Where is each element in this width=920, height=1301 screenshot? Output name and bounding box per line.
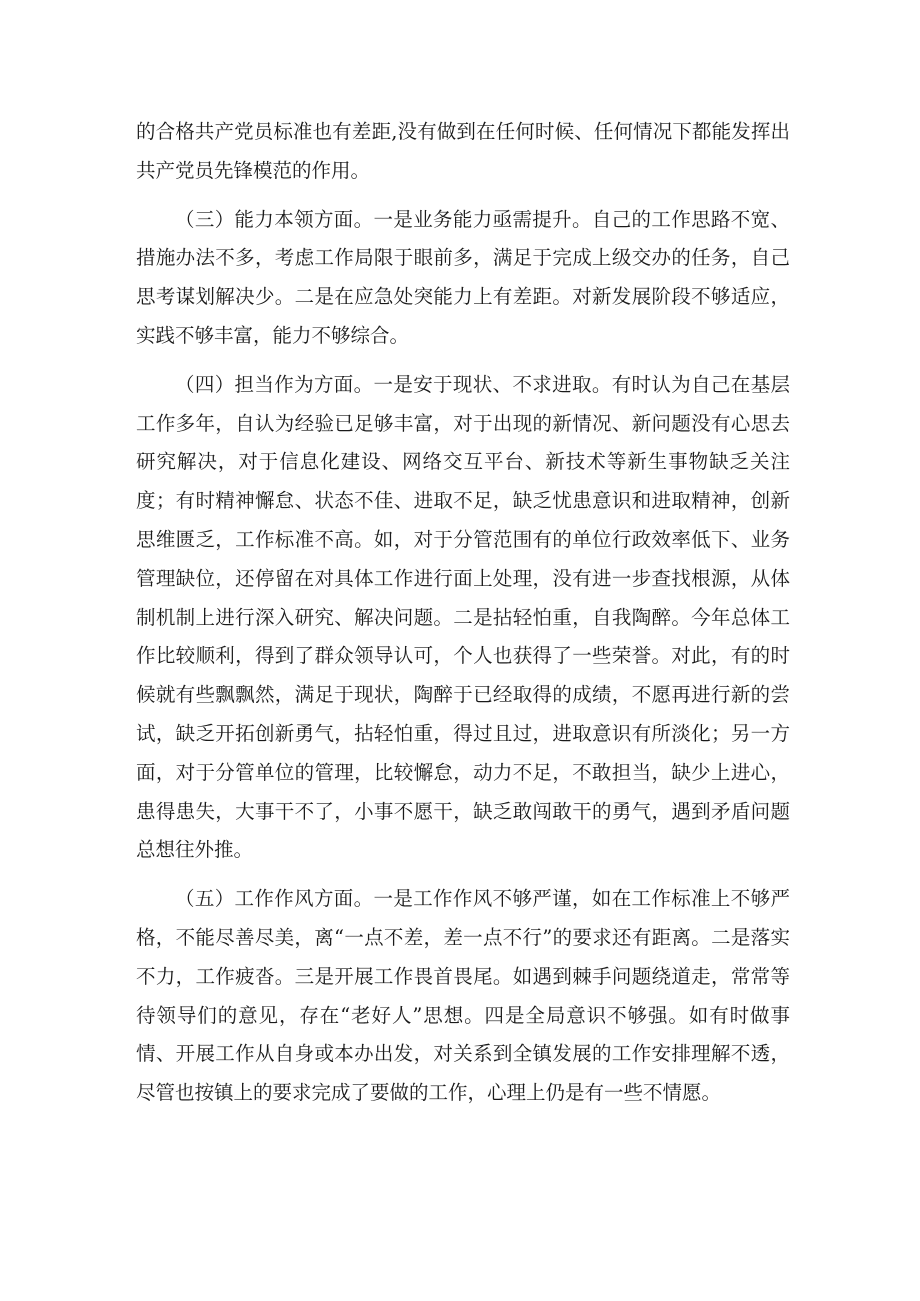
paragraph-ability: （三）能力本领方面。一是业务能力亟需提升。自己的工作思路不宽、措施办法不多，考虑工作局限于眼前多，满足于完成上级交办的任务，自己思考谋划解决少。二是在应急处突能力上有差距。对新发展阶段不够适应，实践不够丰富，能力不够综合。 <box>136 207 790 347</box>
document-body <box>136 113 790 1123</box>
paragraph-responsibility: （四）担当作为方面。一是安于现状、不求进取。有时认为自己在基层工作多年，自认为经验已足够丰富，对于出现的新情况、新问题没有心思去研究解决，对于信息化建设、网络交互平台、新技术等新生事物缺乏关注度；有时精神懈怠、状态不佳、进取不足，缺乏忧患意识和进取精神，创新思维匮乏，工作标准不高。如，对于分管范围有的单位行政效率低下、业务管理缺位，还停留在对具体工作进行面上处理，没有进一步查找根源，从体制机制上进行深入研究、解决问题。二是拈轻怕重，自我陶醉。今年总体工作比较顺利，得到了群众领导认可，个人也获得了一些荣誉。对此，有的时候就有些飘飘然，满足于现状，陶醉于已经取得的成绩，不愿再进行新的尝试，缺乏开拓创新勇气，拈轻怕重，得过且过，进取意识有所淡化；另一方面，对于分管单位的管理，比较懈怠，动力不足，不敢担当，缺少上进心，患得患失，大事干不了，小事不愿干，缺乏敢闯敢干的勇气，遇到矛盾问题总想往外推。 <box>136 372 790 862</box>
paragraph-work-style: （五）工作作风方面。一是工作作风不够严谨，如在工作标准上不够严格，不能尽善尽美，离“一点不差，差一点不行”的要求还有距离。二是落实不力，工作疲沓。三是开展工作畏首畏尾。如遇到棘手问题绕道走，常常等待领导们的意见，存在“老好人”思想。四是全局意识不够强。如有时做事情、开展工作从自身或本办出发，对关系到全镇发展的工作安排理解不透，尽管也按镇上的要求完成了要做的工作，心理上仍是有一些不情愿。 <box>136 887 790 1105</box>
paragraph-continuation: 的合格共产党员标准也有差距,没有做到在任何时候、任何情况下都能发挥出共产党员先锋模范的作用。 <box>136 120 790 182</box>
